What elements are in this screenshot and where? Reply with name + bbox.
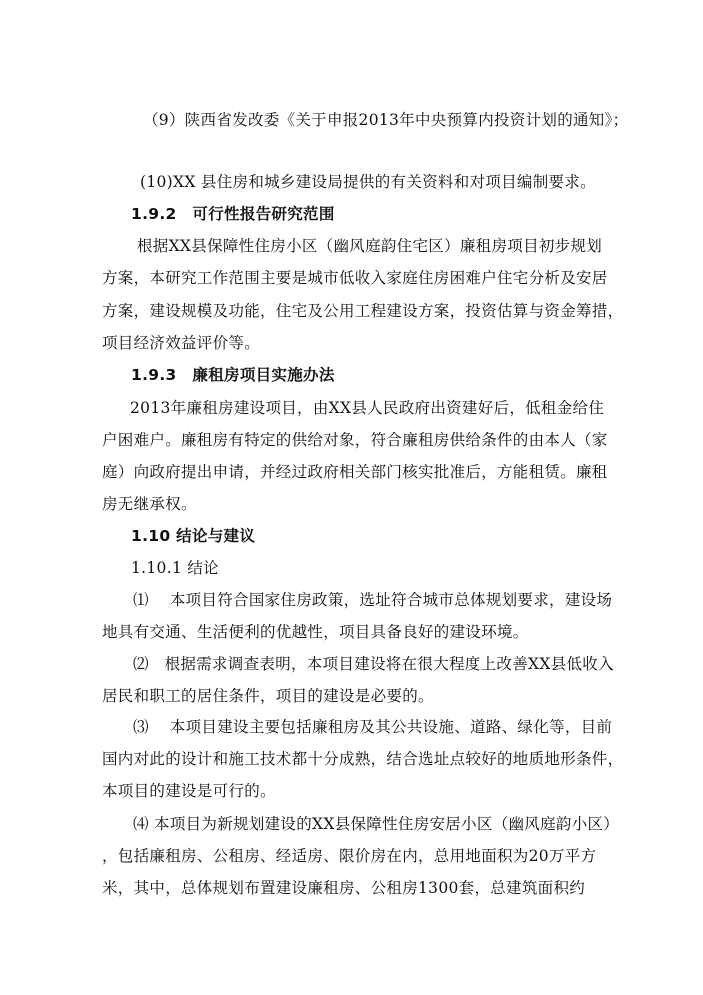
paragraph-line: 2013年廉租房建设项目，由XX县人民政府出资建好后，低租金给住 (130, 399, 605, 417)
conclusion-item-3: ⑶ 本项目建设主要包括廉租房及其公共设施、道路、绿化等，目前 (133, 718, 613, 736)
reference-item-9: （9）陕西省发改委《关于申报2013年中央预算内投资计划的通知》； (143, 111, 629, 129)
conclusion-item-1: ⑴ 本项目符合国家住房政策，选址符合城市总体规划要求，建设场 (133, 591, 613, 609)
paragraph-line: 国内对此的设计和施工技术都十分成熟，结合选址点较好的地质地形条件， (102, 750, 624, 768)
subsection-heading-1-10-1: 1.10.1 结论 (131, 559, 219, 577)
paragraph-line: 本项目的建设是可行的。 (102, 782, 276, 800)
paragraph-line: 地具有交通、生活便利的优越性，项目具备良好的建设环境。 (102, 623, 529, 641)
paragraph-line: 米，其中，总体规划布置建设廉租房、公租房1300套，总建筑面积约 (102, 879, 586, 897)
paragraph-line: ，包括廉租房、公租房、经适房、限价房在内，总用地面积为20万平方 (102, 847, 597, 865)
paragraph-line: 房无继承权。 (102, 495, 197, 513)
paragraph-line: 方案，建设规模及功能，住宅及公用工程建设方案，投资估算与资金筹措， (102, 302, 624, 320)
reference-item-10: (10)XX 县住房和城乡建设局提供的有关资料和对项目编制要求。 (140, 173, 596, 191)
section-heading-1-9-2: 1.9.2 可行性报告研究范围 (131, 205, 335, 223)
paragraph-line: 项目经济效益评价等。 (102, 334, 261, 352)
paragraph-line: 户困难户。廉租房有特定的供给对象，符合廉租房供给条件的由本人（家 (102, 431, 608, 449)
section-heading-1-10: 1.10 结论与建议 (131, 527, 256, 545)
paragraph-line: 根据XX县保障性住房小区（幽风庭韵住宅区）廉租房项目初步规划 (137, 237, 603, 255)
paragraph-line: 居民和职工的居住条件，项目的建设是必要的。 (102, 687, 434, 705)
conclusion-item-2: ⑵ 根据需求调查表明，本项目建设将在很大程度上改善XX县低收入 (133, 655, 614, 673)
conclusion-item-4: ⑷ 本项目为新规划建设的XX县保障性住房安居小区（幽风庭韵小区） (133, 815, 620, 833)
paragraph-line: 方案，本研究工作范围主要是城市低收入家庭住房困难户住宅分析及安居 (102, 269, 608, 287)
paragraph-line: 庭）向政府提出申请，并经过政府相关部门核实批准后，方能租赁。廉租 (102, 463, 608, 481)
section-heading-1-9-3: 1.9.3 廉租房项目实施办法 (131, 366, 335, 384)
